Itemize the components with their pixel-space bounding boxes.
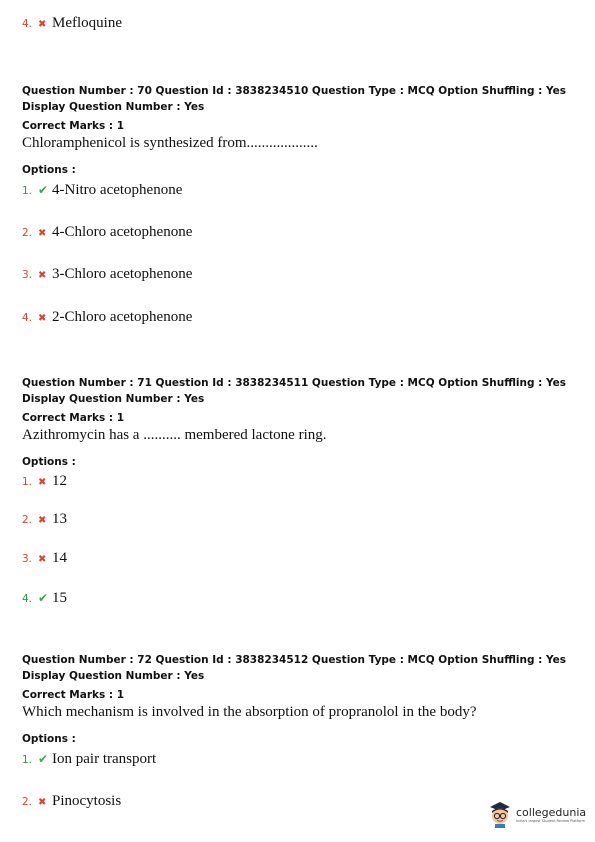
option-number: 4. [22,18,33,30]
student-mascot-icon [487,800,513,828]
wrong-mark-icon: ✖ [38,477,47,488]
option-text: 2-Chloro acetophenone [52,309,193,325]
option-row [22,15,122,32]
option-row [22,550,67,567]
question-text: Azithromycin has a .......... membered lactone ring. [22,427,327,443]
option-row [22,309,192,326]
option-row [22,511,67,528]
display-question-number: Display Question Number : Yes [22,101,205,113]
option-text: 4-Nitro acetophenone [52,182,183,198]
wrong-mark-icon: ✖ [38,515,47,526]
options-label: Options : [22,733,76,745]
question-text: Which mechanism is involved in the absorption of propranolol in the body? [22,704,477,720]
question-meta: Question Number : 71 Question Id : 3838234511 Question Type : MCQ Option Shuffling : Yes [22,377,567,389]
option-text: 3-Chloro acetophenone [52,266,193,282]
option-row [22,224,192,241]
wrong-mark-icon: ✖ [38,270,47,281]
option-number: 4. [22,593,33,605]
logo-tagline: India's largest Student Review Platform [516,818,585,823]
correct-marks: Correct Marks : 1 [22,120,125,132]
wrong-mark-icon: ✖ [38,797,47,808]
wrong-mark-icon: ✖ [38,554,47,565]
check-mark-icon: ✔ [38,752,49,766]
option-number: 4. [22,312,33,324]
wrong-mark-icon: ✖ [38,313,47,324]
option-text: Ion pair transport [52,751,157,767]
option-text: 12 [52,473,67,489]
option-number: 1. [22,185,33,197]
option-text: Mefloquine [52,15,122,31]
question-meta: Question Number : 70 Question Id : 3838234510 Question Type : MCQ Option Shuffling : Yes [22,85,567,97]
option-row [22,590,67,607]
check-mark-icon: ✔ [38,591,49,605]
option-number: 2. [22,514,33,526]
option-number: 1. [22,754,33,766]
option-row [22,751,156,768]
option-number: 3. [22,553,33,565]
option-text: 14 [52,550,67,566]
option-text: Pinocytosis [52,793,122,809]
option-text: 15 [52,590,67,606]
option-text: 4-Chloro acetophenone [52,224,193,240]
option-row [22,182,182,199]
option-text: 13 [52,511,67,527]
question-meta: Question Number : 72 Question Id : 3838234512 Question Type : MCQ Option Shuffling : Yes [22,654,567,666]
correct-marks: Correct Marks : 1 [22,412,125,424]
display-question-number: Display Question Number : Yes [22,393,205,405]
option-row [22,473,67,490]
check-mark-icon: ✔ [38,183,49,197]
option-number: 2. [22,796,33,808]
question-text: Chloramphenicol is synthesized from................... [22,135,318,151]
wrong-mark-icon: ✖ [38,228,47,239]
option-row [22,266,192,283]
correct-marks: Correct Marks : 1 [22,689,125,701]
option-number: 2. [22,227,33,239]
option-number: 3. [22,269,33,281]
wrong-mark-icon: ✖ [38,19,47,30]
options-label: Options : [22,164,76,176]
collegedunia-logo [487,800,586,828]
display-question-number: Display Question Number : Yes [22,670,205,682]
option-number: 1. [22,476,33,488]
option-row [22,793,121,810]
logo-wordmark: collegedunia [516,805,587,819]
options-label: Options : [22,456,76,468]
